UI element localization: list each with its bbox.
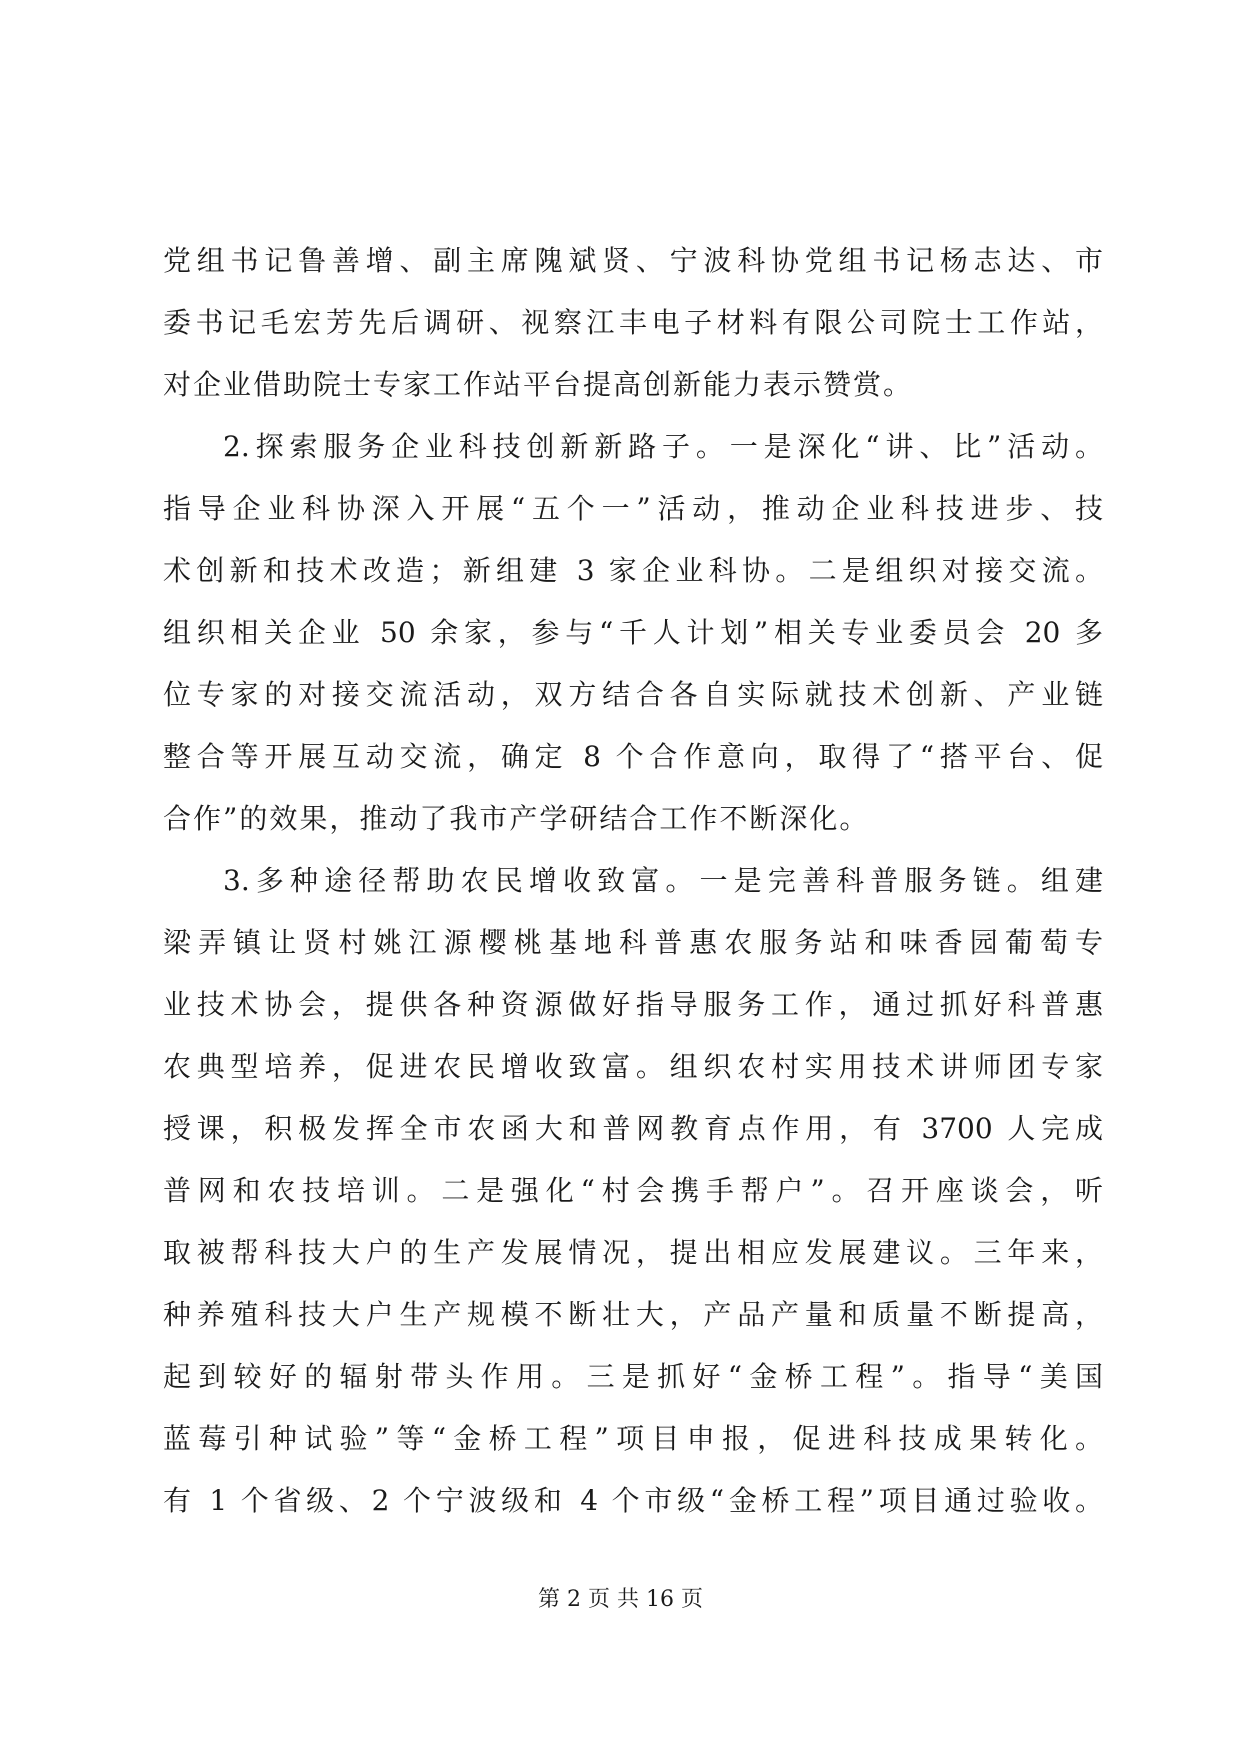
text-line: 党组书记鲁善增、副主席隗斌贤、宁波科协党组书记杨志达、市 bbox=[163, 244, 1103, 277]
document-body bbox=[163, 230, 1103, 1532]
text-line: 种养殖科技大户生产规模不断壮大，产品产量和质量不断提高， bbox=[163, 1298, 1103, 1331]
text-line: 位专家的对接交流活动，双方结合各自实际就技术创新、产业链 bbox=[163, 678, 1103, 711]
text-line: 指导企业科协深入开展“五个一”活动，推动企业科技进步、技 bbox=[163, 492, 1103, 525]
paragraph-2-start: 2.探索服务企业科技创新新路子。一是深化“讲、比”活动。 bbox=[223, 430, 1103, 463]
text-line: 组织相关企业 50 余家，参与“千人计划”相关专业委员会 20 多 bbox=[163, 616, 1103, 649]
page-number-footer: 第 2 页 共 16 页 bbox=[538, 1587, 703, 1612]
text-line: 对企业借助院士专家工作站平台提高创新能力表示赞赏。 bbox=[163, 368, 914, 401]
text-line: 起到较好的辐射带头作用。三是抓好“金桥工程”。指导“美国 bbox=[163, 1360, 1103, 1393]
paragraph-3-start: 3.多种途径帮助农民增收致富。一是完善科普服务链。组建 bbox=[223, 864, 1103, 897]
text-line: 普网和农技培训。二是强化“村会携手帮户”。召开座谈会，听 bbox=[163, 1174, 1103, 1207]
text-line: 整合等开展互动交流，确定 8 个合作意向，取得了“搭平台、促 bbox=[163, 740, 1103, 773]
text-line: 合作”的效果，推动了我市产学研结合工作不断深化。 bbox=[163, 802, 870, 835]
text-line: 农典型培养，促进农民增收致富。组织农村实用技术讲师团专家 bbox=[163, 1050, 1103, 1083]
text-line: 取被帮科技大户的生产发展情况，提出相应发展建议。三年来， bbox=[163, 1236, 1103, 1269]
text-line: 蓝莓引种试验”等“金桥工程”项目申报，促进科技成果转化。 bbox=[163, 1422, 1103, 1455]
text-line: 术创新和技术改造；新组建 3 家企业科协。二是组织对接交流。 bbox=[163, 554, 1103, 587]
text-line: 委书记毛宏芳先后调研、视察江丰电子材料有限公司院士工作站， bbox=[163, 306, 1103, 339]
text-line: 授课，积极发挥全市农函大和普网教育点作用，有 3700 人完成 bbox=[163, 1112, 1103, 1145]
text-line: 梁弄镇让贤村姚江源樱桃基地科普惠农服务站和味香园葡萄专 bbox=[163, 926, 1103, 959]
text-line: 业技术协会，提供各种资源做好指导服务工作，通过抓好科普惠 bbox=[163, 988, 1103, 1021]
text-line: 有 1 个省级、2 个宁波级和 4 个市级“金桥工程”项目通过验收。 bbox=[163, 1484, 1103, 1517]
